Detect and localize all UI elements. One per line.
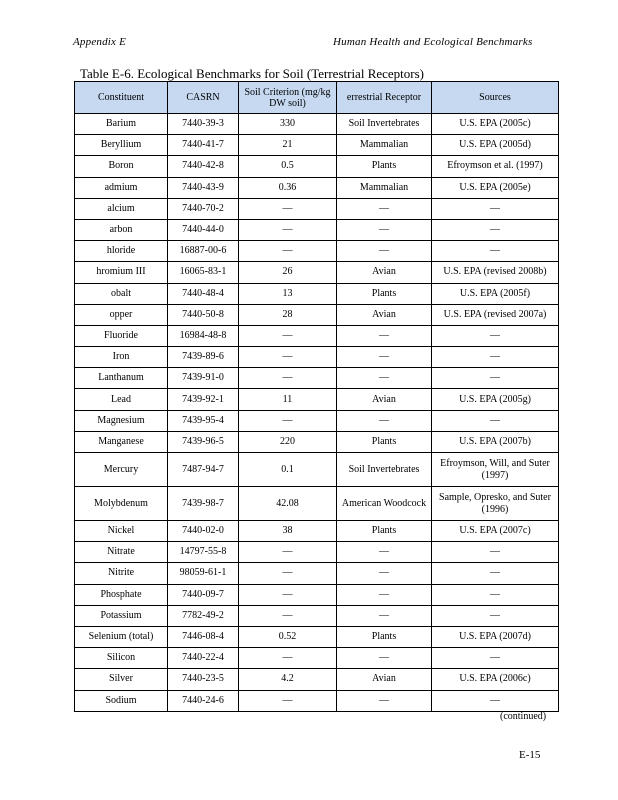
cell-constituent: Nitrite bbox=[75, 563, 168, 584]
cell-sources: U.S. EPA (2005e) bbox=[432, 177, 559, 198]
cell-constituent: Lanthanum bbox=[75, 368, 168, 389]
table-row bbox=[75, 605, 559, 626]
table-row bbox=[75, 389, 559, 410]
table-row bbox=[75, 563, 559, 584]
cell-constituent: Silicon bbox=[75, 648, 168, 669]
cell-soil-criterion: — bbox=[239, 605, 337, 626]
cell-sources: — bbox=[432, 563, 559, 584]
cell-soil-criterion: — bbox=[239, 368, 337, 389]
cell-sources: — bbox=[432, 542, 559, 563]
cell-casrn: 7440-41-7 bbox=[168, 135, 239, 156]
cell-constituent: Molybdenum bbox=[75, 487, 168, 521]
cell-receptor: — bbox=[337, 542, 432, 563]
table-row bbox=[75, 347, 559, 368]
cell-sources: U.S. EPA (revised 2007a) bbox=[432, 304, 559, 325]
cell-receptor: — bbox=[337, 563, 432, 584]
cell-sources: Sample, Opresko, and Suter (1996) bbox=[432, 487, 559, 521]
benchmarks-table bbox=[74, 81, 559, 712]
cell-receptor: Avian bbox=[337, 304, 432, 325]
cell-soil-criterion: 21 bbox=[239, 135, 337, 156]
cell-casrn: 16887-00-6 bbox=[168, 241, 239, 262]
cell-receptor: — bbox=[337, 325, 432, 346]
table-row bbox=[75, 283, 559, 304]
table-row bbox=[75, 325, 559, 346]
cell-casrn: 7439-92-1 bbox=[168, 389, 239, 410]
cell-casrn: 16065-83-1 bbox=[168, 262, 239, 283]
cell-soil-criterion: 11 bbox=[239, 389, 337, 410]
cell-receptor: — bbox=[337, 584, 432, 605]
column-header-constituent: Constituent bbox=[75, 82, 168, 114]
cell-sources: — bbox=[432, 605, 559, 626]
cell-constituent: admium bbox=[75, 177, 168, 198]
cell-soil-criterion: — bbox=[239, 584, 337, 605]
cell-constituent: Selenium (total) bbox=[75, 626, 168, 647]
table-row bbox=[75, 648, 559, 669]
cell-sources: — bbox=[432, 219, 559, 240]
table-row bbox=[75, 521, 559, 542]
table-row bbox=[75, 262, 559, 283]
cell-sources: — bbox=[432, 690, 559, 711]
table-row bbox=[75, 431, 559, 452]
cell-receptor: Avian bbox=[337, 669, 432, 690]
cell-receptor: Avian bbox=[337, 389, 432, 410]
cell-casrn: 7440-23-5 bbox=[168, 669, 239, 690]
cell-casrn: 7440-02-0 bbox=[168, 521, 239, 542]
table-row bbox=[75, 177, 559, 198]
cell-receptor: — bbox=[337, 347, 432, 368]
cell-sources: — bbox=[432, 325, 559, 346]
cell-casrn: 7440-42-8 bbox=[168, 156, 239, 177]
cell-casrn: 7439-95-4 bbox=[168, 410, 239, 431]
cell-casrn: 7440-70-2 bbox=[168, 198, 239, 219]
table-row bbox=[75, 368, 559, 389]
cell-receptor: — bbox=[337, 241, 432, 262]
cell-soil-criterion: 220 bbox=[239, 431, 337, 452]
table-row bbox=[75, 584, 559, 605]
cell-receptor: — bbox=[337, 368, 432, 389]
cell-soil-criterion: — bbox=[239, 542, 337, 563]
cell-sources: U.S. EPA (2007b) bbox=[432, 431, 559, 452]
cell-soil-criterion: — bbox=[239, 241, 337, 262]
cell-constituent: obalt bbox=[75, 283, 168, 304]
column-header-soil-criterion: Soil Criterion (mg/kg DW soil) bbox=[239, 82, 337, 114]
cell-sources: — bbox=[432, 648, 559, 669]
column-header-casrn: CASRN bbox=[168, 82, 239, 114]
cell-casrn: 7439-98-7 bbox=[168, 487, 239, 521]
cell-casrn: 7439-91-0 bbox=[168, 368, 239, 389]
column-header-receptor: errestrial Receptor bbox=[337, 82, 432, 114]
cell-constituent: Silver bbox=[75, 669, 168, 690]
table-row bbox=[75, 198, 559, 219]
cell-casrn: 7487-94-7 bbox=[168, 453, 239, 487]
cell-casrn: 7782-49-2 bbox=[168, 605, 239, 626]
cell-sources: U.S. EPA (2005g) bbox=[432, 389, 559, 410]
table-title: Table E-6. Ecological Benchmarks for Soil (Terrestrial Receptors) bbox=[80, 66, 424, 81]
cell-constituent: Boron bbox=[75, 156, 168, 177]
continued-note: (continued) bbox=[500, 711, 547, 722]
cell-soil-criterion: 0.52 bbox=[239, 626, 337, 647]
cell-soil-criterion: 0.1 bbox=[239, 453, 337, 487]
cell-receptor: — bbox=[337, 690, 432, 711]
cell-constituent: opper bbox=[75, 304, 168, 325]
cell-soil-criterion: — bbox=[239, 219, 337, 240]
cell-sources: U.S. EPA (revised 2008b) bbox=[432, 262, 559, 283]
cell-constituent: Fluoride bbox=[75, 325, 168, 346]
cell-soil-criterion: 330 bbox=[239, 114, 337, 135]
table-row bbox=[75, 219, 559, 240]
cell-receptor: Plants bbox=[337, 156, 432, 177]
cell-soil-criterion: — bbox=[239, 325, 337, 346]
cell-constituent: Sodium bbox=[75, 690, 168, 711]
table-row bbox=[75, 410, 559, 431]
cell-sources: — bbox=[432, 584, 559, 605]
cell-soil-criterion: 0.5 bbox=[239, 156, 337, 177]
cell-casrn: 7446-08-4 bbox=[168, 626, 239, 647]
cell-casrn: 7440-44-0 bbox=[168, 219, 239, 240]
table-row bbox=[75, 135, 559, 156]
cell-receptor: — bbox=[337, 410, 432, 431]
cell-sources: — bbox=[432, 241, 559, 262]
cell-constituent: hloride bbox=[75, 241, 168, 262]
cell-receptor: Plants bbox=[337, 431, 432, 452]
cell-sources: — bbox=[432, 347, 559, 368]
cell-receptor: Plants bbox=[337, 521, 432, 542]
cell-soil-criterion: 38 bbox=[239, 521, 337, 542]
table-row bbox=[75, 304, 559, 325]
cell-casrn: 7440-09-7 bbox=[168, 584, 239, 605]
cell-receptor: Mammalian bbox=[337, 135, 432, 156]
cell-constituent: Phosphate bbox=[75, 584, 168, 605]
cell-casrn: 7440-39-3 bbox=[168, 114, 239, 135]
table-row bbox=[75, 669, 559, 690]
table-row bbox=[75, 114, 559, 135]
cell-receptor: — bbox=[337, 198, 432, 219]
cell-constituent: Lead bbox=[75, 389, 168, 410]
cell-sources: — bbox=[432, 368, 559, 389]
table-row bbox=[75, 453, 559, 487]
cell-soil-criterion: — bbox=[239, 690, 337, 711]
cell-casrn: 7440-48-4 bbox=[168, 283, 239, 304]
cell-soil-criterion: — bbox=[239, 563, 337, 584]
cell-sources: U.S. EPA (2007d) bbox=[432, 626, 559, 647]
cell-casrn: 7440-43-9 bbox=[168, 177, 239, 198]
cell-receptor: Plants bbox=[337, 626, 432, 647]
cell-constituent: Magnesium bbox=[75, 410, 168, 431]
cell-receptor: — bbox=[337, 219, 432, 240]
running-header-right: Human Health and Ecological Benchmarks bbox=[333, 36, 533, 48]
running-header-left: Appendix E bbox=[73, 36, 127, 48]
cell-constituent: Barium bbox=[75, 114, 168, 135]
cell-constituent: Nitrate bbox=[75, 542, 168, 563]
cell-constituent: alcium bbox=[75, 198, 168, 219]
cell-receptor: Mammalian bbox=[337, 177, 432, 198]
table-row bbox=[75, 542, 559, 563]
cell-constituent: Potassium bbox=[75, 605, 168, 626]
page-number: E-15 bbox=[519, 749, 541, 761]
cell-constituent: hromium III bbox=[75, 262, 168, 283]
table-header-row bbox=[75, 82, 559, 114]
cell-receptor: Avian bbox=[337, 262, 432, 283]
cell-casrn: 16984-48-8 bbox=[168, 325, 239, 346]
cell-soil-criterion: — bbox=[239, 648, 337, 669]
cell-sources: — bbox=[432, 198, 559, 219]
cell-sources: — bbox=[432, 410, 559, 431]
cell-soil-criterion: — bbox=[239, 198, 337, 219]
cell-sources: U.S. EPA (2005f) bbox=[432, 283, 559, 304]
cell-receptor: — bbox=[337, 605, 432, 626]
cell-soil-criterion: 0.36 bbox=[239, 177, 337, 198]
cell-sources: Efroymson, Will, and Suter (1997) bbox=[432, 453, 559, 487]
cell-constituent: Beryllium bbox=[75, 135, 168, 156]
cell-constituent: Iron bbox=[75, 347, 168, 368]
cell-constituent: Mercury bbox=[75, 453, 168, 487]
cell-receptor: Soil Invertebrates bbox=[337, 453, 432, 487]
table-row bbox=[75, 156, 559, 177]
table-row bbox=[75, 690, 559, 711]
table-row bbox=[75, 487, 559, 521]
table-row bbox=[75, 241, 559, 262]
table-body bbox=[75, 114, 559, 712]
cell-sources: U.S. EPA (2005c) bbox=[432, 114, 559, 135]
cell-sources: Efroymson et al. (1997) bbox=[432, 156, 559, 177]
cell-casrn: 7439-96-5 bbox=[168, 431, 239, 452]
cell-constituent: Manganese bbox=[75, 431, 168, 452]
cell-soil-criterion: 4.2 bbox=[239, 669, 337, 690]
cell-casrn: 7440-50-8 bbox=[168, 304, 239, 325]
cell-soil-criterion: 13 bbox=[239, 283, 337, 304]
table-row bbox=[75, 626, 559, 647]
cell-soil-criterion: 42.08 bbox=[239, 487, 337, 521]
cell-sources: U.S. EPA (2006c) bbox=[432, 669, 559, 690]
cell-casrn: 14797-55-8 bbox=[168, 542, 239, 563]
cell-constituent: arbon bbox=[75, 219, 168, 240]
cell-constituent: Nickel bbox=[75, 521, 168, 542]
column-header-sources: Sources bbox=[432, 82, 559, 114]
cell-casrn: 7440-24-6 bbox=[168, 690, 239, 711]
cell-soil-criterion: — bbox=[239, 347, 337, 368]
cell-sources: U.S. EPA (2005d) bbox=[432, 135, 559, 156]
cell-receptor: Soil Invertebrates bbox=[337, 114, 432, 135]
cell-soil-criterion: 28 bbox=[239, 304, 337, 325]
cell-receptor: Plants bbox=[337, 283, 432, 304]
cell-soil-criterion: — bbox=[239, 410, 337, 431]
cell-receptor: American Woodcock bbox=[337, 487, 432, 521]
cell-soil-criterion: 26 bbox=[239, 262, 337, 283]
cell-casrn: 7439-89-6 bbox=[168, 347, 239, 368]
cell-casrn: 98059-61-1 bbox=[168, 563, 239, 584]
cell-casrn: 7440-22-4 bbox=[168, 648, 239, 669]
cell-receptor: — bbox=[337, 648, 432, 669]
cell-sources: U.S. EPA (2007c) bbox=[432, 521, 559, 542]
